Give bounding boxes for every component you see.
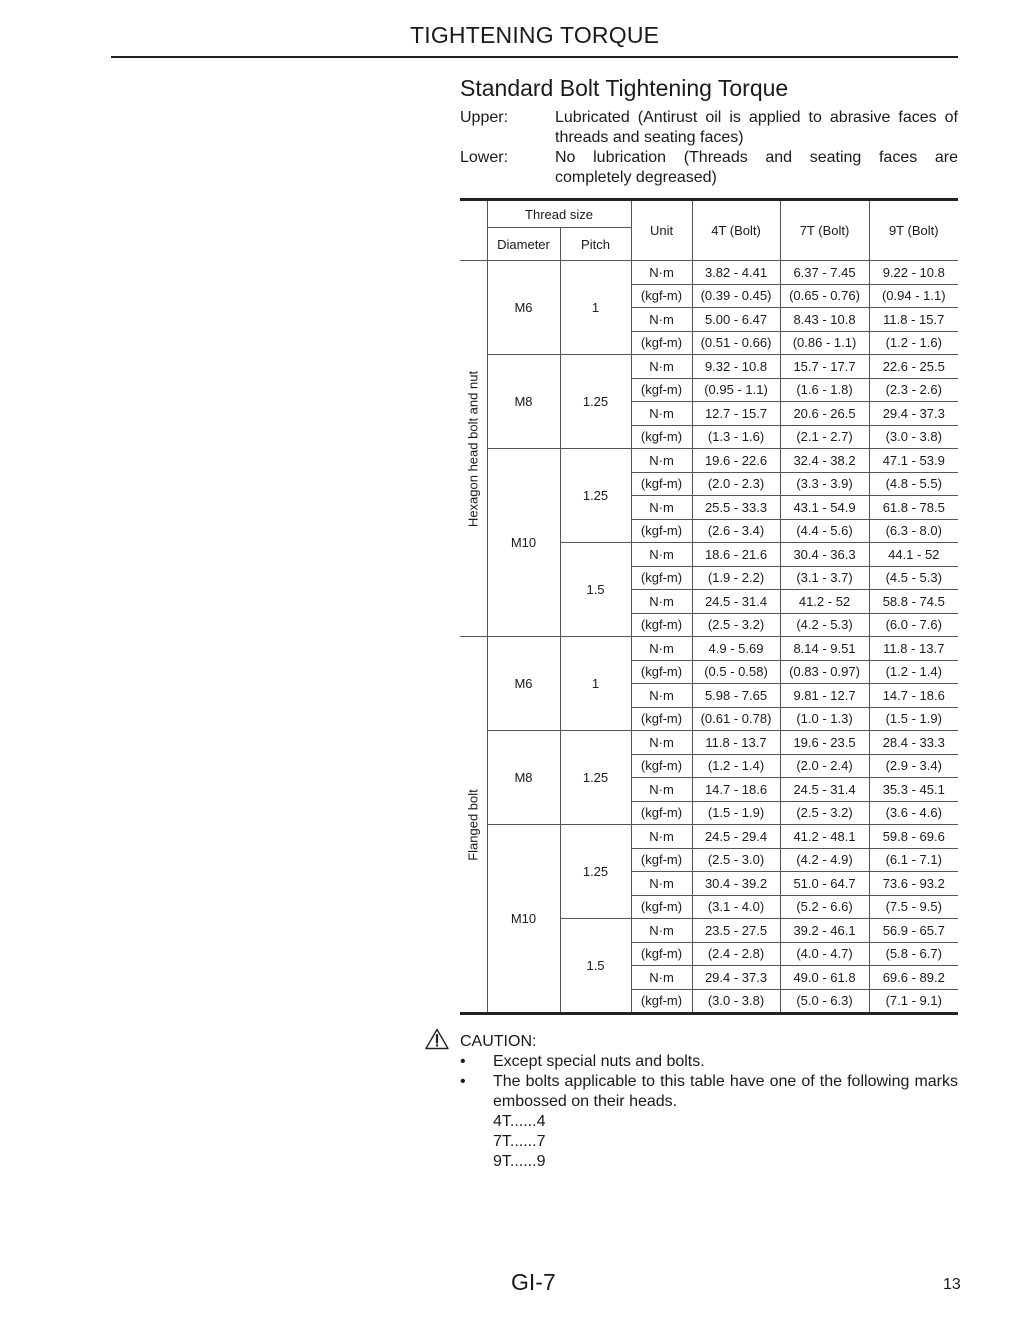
unit-cell: N·m [631,261,692,285]
condition-upper-label: Upper: [460,109,509,126]
diameter-cell: M6 [487,261,560,355]
unit-cell: (kgf-m) [631,660,692,684]
unit-cell: (kgf-m) [631,942,692,966]
condition-lower [460,148,958,188]
bolt-mark-item: 7T......7 [493,1133,546,1150]
torque-7t-cell: 51.0 - 64.7 [780,872,869,896]
torque-4t-cell: 5.98 - 7.65 [692,684,780,708]
torque-9t-cell: (1.2 - 1.6) [869,331,958,355]
torque-9t-cell: (7.5 - 9.5) [869,895,958,919]
torque-4t-cell: (3.1 - 4.0) [692,895,780,919]
condition-lower-label: Lower: [460,149,509,166]
torque-4t-cell: (1.9 - 2.2) [692,566,780,590]
torque-9t-cell: 22.6 - 25.5 [869,355,958,379]
torque-4t-cell: 14.7 - 18.6 [692,778,780,802]
torque-7t-cell: (3.3 - 3.9) [780,472,869,496]
pitch-cell: 1.25 [560,825,631,919]
torque-9t-cell: 14.7 - 18.6 [869,684,958,708]
bolt-type-cell [460,637,487,1014]
pitch-cell: 1.25 [560,731,631,825]
torque-4t-cell: 3.82 - 4.41 [692,261,780,285]
torque-4t-cell: (1.3 - 1.6) [692,425,780,449]
torque-4t-cell: 25.5 - 33.3 [692,496,780,520]
torque-4t-cell: 29.4 - 37.3 [692,966,780,990]
header-pitch: Pitch [560,228,631,261]
torque-9t-cell: 58.8 - 74.5 [869,590,958,614]
torque-9t-cell: (4.8 - 5.5) [869,472,958,496]
torque-7t-cell: (0.83 - 0.97) [780,660,869,684]
torque-4t-cell: (2.6 - 3.4) [692,519,780,543]
bullet-dot: • [460,1073,466,1090]
header-4t: 4T (Bolt) [692,200,780,261]
torque-7t-cell: 43.1 - 54.9 [780,496,869,520]
torque-4t-cell: (0.39 - 0.45) [692,284,780,308]
torque-7t-cell: 41.2 - 52 [780,590,869,614]
torque-7t-cell: 15.7 - 17.7 [780,355,869,379]
torque-9t-cell: (1.5 - 1.9) [869,707,958,731]
page-number: 13 [943,1276,961,1293]
torque-9t-cell: 11.8 - 15.7 [869,308,958,332]
torque-7t-cell: 9.81 - 12.7 [780,684,869,708]
torque-7t-cell: (2.0 - 2.4) [780,754,869,778]
torque-9t-cell: (4.5 - 5.3) [869,566,958,590]
torque-table [460,198,958,1015]
bolt-mark-list [425,1112,958,1172]
torque-9t-cell: 28.4 - 33.3 [869,731,958,755]
unit-cell: N·m [631,308,692,332]
unit-cell: (kgf-m) [631,378,692,402]
torque-7t-cell: 8.14 - 9.51 [780,637,869,661]
header-thread-size: Thread size [487,200,631,228]
torque-7t-cell: (1.0 - 1.3) [780,707,869,731]
bolt-mark-item: 4T......4 [493,1113,546,1130]
torque-4t-cell: 24.5 - 31.4 [692,590,780,614]
torque-4t-cell: (0.95 - 1.1) [692,378,780,402]
pitch-cell: 1.25 [560,449,631,543]
torque-7t-cell: 39.2 - 46.1 [780,919,869,943]
diameter-cell: M8 [487,355,560,449]
torque-9t-cell: 29.4 - 37.3 [869,402,958,426]
torque-7t-cell: (0.65 - 0.76) [780,284,869,308]
caution-block [425,1030,958,1172]
header-diameter: Diameter [487,228,560,261]
torque-4t-cell: (2.4 - 2.8) [692,942,780,966]
header-9t: 9T (Bolt) [869,200,958,261]
torque-9t-cell: 59.8 - 69.6 [869,825,958,849]
torque-9t-cell: (2.9 - 3.4) [869,754,958,778]
torque-7t-cell: (1.6 - 1.8) [780,378,869,402]
torque-9t-cell: (0.94 - 1.1) [869,284,958,308]
torque-9t-cell: 11.8 - 13.7 [869,637,958,661]
bolt-mark-item: 9T......9 [493,1153,546,1170]
pitch-cell: 1.5 [560,543,631,637]
bullet-dot: • [460,1053,466,1070]
bolt-type-label: Flanged bolt [465,788,481,861]
unit-cell: (kgf-m) [631,331,692,355]
torque-4t-cell: (2.5 - 3.0) [692,848,780,872]
torque-9t-cell: (6.0 - 7.6) [869,613,958,637]
header-blank-cell [460,200,487,261]
torque-9t-cell: 69.6 - 89.2 [869,966,958,990]
unit-cell: (kgf-m) [631,566,692,590]
torque-9t-cell: (1.2 - 1.4) [869,660,958,684]
torque-4t-cell: 23.5 - 27.5 [692,919,780,943]
unit-cell: (kgf-m) [631,707,692,731]
condition-lower-text: No lubrication (Threads and seating faces are completely degreased) [555,149,958,186]
diameter-cell: M10 [487,825,560,1014]
table-row [460,355,958,379]
torque-9t-cell: (3.0 - 3.8) [869,425,958,449]
torque-7t-cell: (4.2 - 4.9) [780,848,869,872]
condition-upper [460,108,958,148]
unit-cell: (kgf-m) [631,895,692,919]
torque-4t-cell: (0.5 - 0.58) [692,660,780,684]
torque-9t-cell: 35.3 - 45.1 [869,778,958,802]
table-row [460,449,958,473]
torque-4t-cell: 30.4 - 39.2 [692,872,780,896]
torque-4t-cell: (2.0 - 2.3) [692,472,780,496]
unit-cell: N·m [631,825,692,849]
unit-cell: (kgf-m) [631,801,692,825]
header-unit: Unit [631,200,692,261]
unit-cell: N·m [631,543,692,567]
unit-cell: N·m [631,919,692,943]
torque-4t-cell: (1.5 - 1.9) [692,801,780,825]
torque-7t-cell: 30.4 - 36.3 [780,543,869,567]
unit-cell: N·m [631,872,692,896]
caution-bullet-text: Except special nuts and bolts. [493,1053,705,1070]
caution-bullet [425,1072,958,1112]
pitch-cell: 1.5 [560,919,631,1014]
unit-cell: N·m [631,402,692,426]
torque-9t-cell: (7.1 - 9.1) [869,989,958,1014]
pitch-cell: 1 [560,637,631,731]
warning-triangle-icon [425,1028,449,1050]
torque-7t-cell: 19.6 - 23.5 [780,731,869,755]
torque-4t-cell: (0.61 - 0.78) [692,707,780,731]
pitch-cell: 1 [560,261,631,355]
caution-bullet-text: The bolts applicable to this table have one of the following marks embossed on their heads. [493,1073,958,1110]
page-header-title: TIGHTENING TORQUE [410,22,660,48]
unit-cell: N·m [631,731,692,755]
torque-7t-cell: (0.86 - 1.1) [780,331,869,355]
torque-7t-cell: 6.37 - 7.45 [780,261,869,285]
unit-cell: N·m [631,355,692,379]
caution-bullet [425,1052,958,1072]
torque-table-body [460,261,958,1014]
header-7t: 7T (Bolt) [780,200,869,261]
unit-cell: N·m [631,449,692,473]
torque-4t-cell: 9.32 - 10.8 [692,355,780,379]
torque-4t-cell: 18.6 - 21.6 [692,543,780,567]
section-title: Standard Bolt Tightening Torque [460,75,789,101]
torque-4t-cell: (0.51 - 0.66) [692,331,780,355]
torque-4t-cell: (3.0 - 3.8) [692,989,780,1014]
torque-9t-cell: (6.1 - 7.1) [869,848,958,872]
torque-7t-cell: (5.2 - 6.6) [780,895,869,919]
unit-cell: N·m [631,637,692,661]
caution-title: CAUTION: [460,1033,537,1050]
torque-7t-cell: (3.1 - 3.7) [780,566,869,590]
torque-9t-cell: 61.8 - 78.5 [869,496,958,520]
header-rule [111,56,958,58]
pitch-cell: 1.25 [560,355,631,449]
torque-9t-cell: 47.1 - 53.9 [869,449,958,473]
torque-7t-cell: (4.0 - 4.7) [780,942,869,966]
unit-cell: (kgf-m) [631,284,692,308]
torque-9t-cell: 56.9 - 65.7 [869,919,958,943]
torque-9t-cell: (2.3 - 2.6) [869,378,958,402]
torque-4t-cell: 11.8 - 13.7 [692,731,780,755]
bolt-type-cell [460,261,487,637]
torque-7t-cell: (2.5 - 3.2) [780,801,869,825]
torque-7t-cell: (2.1 - 2.7) [780,425,869,449]
unit-cell: N·m [631,684,692,708]
table-row [460,731,958,755]
torque-9t-cell: (5.8 - 6.7) [869,942,958,966]
bolt-type-label: Hexagon head bolt and nut [465,370,481,527]
unit-cell: N·m [631,966,692,990]
unit-cell: (kgf-m) [631,613,692,637]
diameter-cell: M10 [487,449,560,637]
diameter-cell: M6 [487,637,560,731]
diameter-cell: M8 [487,731,560,825]
torque-9t-cell: (6.3 - 8.0) [869,519,958,543]
torque-7t-cell: (4.4 - 5.6) [780,519,869,543]
condition-upper-text: Lubricated (Antirust oil is applied to abrasive faces of threads and seating faces) [555,109,958,146]
section-code: GI-7 [511,1269,556,1295]
unit-cell: (kgf-m) [631,848,692,872]
torque-9t-cell: 44.1 - 52 [869,543,958,567]
table-row [460,261,958,285]
torque-7t-cell: 24.5 - 31.4 [780,778,869,802]
torque-4t-cell: 4.9 - 5.69 [692,637,780,661]
unit-cell: (kgf-m) [631,519,692,543]
unit-cell: (kgf-m) [631,989,692,1014]
torque-9t-cell: 73.6 - 93.2 [869,872,958,896]
torque-4t-cell: (1.2 - 1.4) [692,754,780,778]
torque-7t-cell: 32.4 - 38.2 [780,449,869,473]
torque-7t-cell: (4.2 - 5.3) [780,613,869,637]
table-row [460,637,958,661]
unit-cell: (kgf-m) [631,472,692,496]
torque-7t-cell: 8.43 - 10.8 [780,308,869,332]
torque-9t-cell: 9.22 - 10.8 [869,261,958,285]
unit-cell: N·m [631,496,692,520]
torque-7t-cell: (5.0 - 6.3) [780,989,869,1014]
torque-7t-cell: 20.6 - 26.5 [780,402,869,426]
torque-4t-cell: 19.6 - 22.6 [692,449,780,473]
torque-4t-cell: 12.7 - 15.7 [692,402,780,426]
unit-cell: N·m [631,778,692,802]
torque-7t-cell: 49.0 - 61.8 [780,966,869,990]
torque-7t-cell: 41.2 - 48.1 [780,825,869,849]
torque-4t-cell: (2.5 - 3.2) [692,613,780,637]
unit-cell: (kgf-m) [631,754,692,778]
table-row [460,825,958,849]
torque-4t-cell: 24.5 - 29.4 [692,825,780,849]
torque-4t-cell: 5.00 - 6.47 [692,308,780,332]
torque-9t-cell: (3.6 - 4.6) [869,801,958,825]
unit-cell: N·m [631,590,692,614]
unit-cell: (kgf-m) [631,425,692,449]
